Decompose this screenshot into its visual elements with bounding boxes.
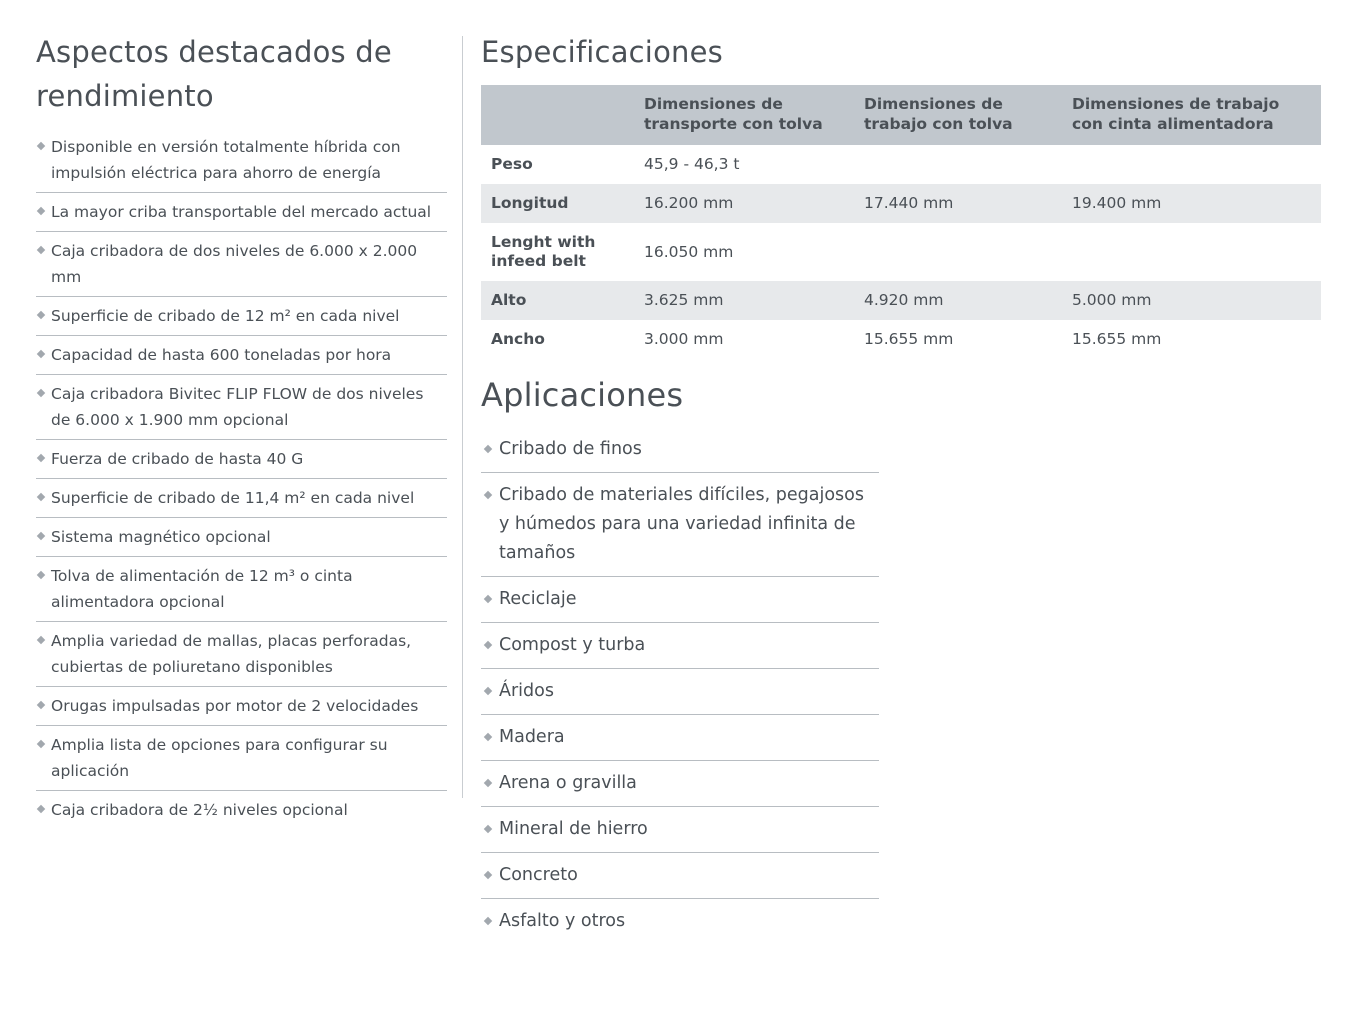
bullet-diamond-icon [37,350,45,358]
header-cell-transport-hopper: Dimensiones de transporte con tolva [634,85,854,145]
list-item [36,440,447,479]
list-item-text: Orugas impulsadas por motor de 2 velocidades [51,697,419,715]
list-item [36,518,447,557]
list-item-text: Cribado de materiales difíciles, pegajosos y húmedos para una variedad infinita de tamaños [499,485,864,563]
list-item [36,232,447,297]
list-item [481,761,879,807]
list-item-text: Mineral de hierro [499,819,648,839]
list-item [481,577,879,623]
list-item-text: Capacidad de hasta 600 toneladas por hora [51,346,392,364]
list-item [36,479,447,518]
bullet-diamond-icon [484,595,492,603]
bullet-diamond-icon [37,246,45,254]
list-item-text: Reciclaje [499,589,577,609]
bullet-diamond-icon [484,687,492,695]
table-cell: 3.625 mm [634,281,854,320]
bullet-diamond-icon [484,825,492,833]
bullet-diamond-icon [484,871,492,879]
bullet-diamond-icon [37,636,45,644]
specs-table [481,85,1321,359]
list-item-text: Compost y turba [499,635,646,655]
list-item [36,193,447,232]
table-cell: 19.400 mm [1062,184,1321,223]
table-cell [1062,223,1321,281]
list-item-text: Madera [499,727,565,747]
list-item [36,791,447,829]
bullet-diamond-icon [37,740,45,748]
table-cell: 16.200 mm [634,184,854,223]
table-cell: 5.000 mm [1062,281,1321,320]
header-cell-working-hopper: Dimensiones de trabajo con tolva [854,85,1062,145]
bullet-diamond-icon [37,311,45,319]
highlights-section [36,30,447,829]
list-item-text: Sistema magnético opcional [51,528,271,546]
list-item-text: Amplia variedad de mallas, placas perforadas, cubiertas de poliuretano disponibles [51,632,412,676]
list-item [481,899,879,944]
table-cell: 15.655 mm [1072,330,1162,348]
table-cell [854,223,1062,281]
specs-section [481,30,1321,944]
list-item [36,375,447,440]
table-cell: 15.655 mm [864,330,954,348]
list-item [481,623,879,669]
bullet-diamond-icon [37,454,45,462]
table-cell: 17.440 mm [854,184,1062,223]
list-item [481,715,879,761]
table-cell: 16.050 mm [644,242,734,261]
header-cell-blank [481,85,634,145]
row-label: Alto [481,281,634,320]
list-item-text: Cribado de finos [499,439,642,459]
list-item [36,726,447,791]
table-cell: 45,9 - 46,3 t [644,155,740,173]
list-item [481,807,879,853]
list-item [36,297,447,336]
list-item-text: Superficie de cribado de 12 m² en cada nivel [51,307,400,325]
bullet-diamond-icon [37,493,45,501]
bullet-diamond-icon [37,701,45,709]
table-row [481,281,1321,320]
table-row [481,223,1321,281]
column-divider [462,36,463,798]
list-item-text: Fuerza de cribado de hasta 40 G [51,450,304,468]
row-label: Longitud [481,184,634,223]
table-cell: 4.920 mm [854,281,1062,320]
list-item [481,427,879,473]
bullet-diamond-icon [37,389,45,397]
bullet-diamond-icon [37,805,45,813]
row-label: Peso [491,155,533,173]
list-item-text: Caja cribadora de 2½ niveles opcional [51,801,348,819]
list-item [36,336,447,375]
list-item-text: Asfalto y otros [499,911,626,931]
bullet-diamond-icon [37,142,45,150]
specs-header-row [481,85,1321,145]
highlights-title: Aspectos destacados de rendimiento [36,35,392,113]
table-row [481,145,1321,184]
list-item-text: Concreto [499,865,578,885]
table-cell [1062,145,1321,184]
list-item-text: Disponible en versión totalmente híbrida con impulsión eléctrica para ahorro de energía [51,138,401,182]
list-item [36,622,447,687]
applications-list [481,427,879,944]
table-row [481,184,1321,223]
bullet-diamond-icon [484,491,492,499]
list-item [481,853,879,899]
list-item [481,473,879,577]
table-cell: 3.000 mm [644,330,724,348]
bullet-diamond-icon [484,641,492,649]
bullet-diamond-icon [37,532,45,540]
list-item-text: Caja cribadora Bivitec FLIP FLOW de dos niveles de 6.000 x 1.900 mm opcional [51,385,424,429]
bullet-diamond-icon [484,733,492,741]
list-item-text: Amplia lista de opciones para configurar su aplicación [51,736,388,780]
highlights-list [36,128,447,829]
applications-title: Aplicaciones [481,376,684,414]
list-item-text: Áridos [499,681,554,701]
header-cell-working-belt: Dimensiones de trabajo con cinta alimentadora [1062,85,1321,145]
list-item [36,557,447,622]
bullet-diamond-icon [484,779,492,787]
row-label: Lenght with infeed belt [491,233,596,270]
bullet-diamond-icon [484,445,492,453]
bullet-diamond-icon [37,571,45,579]
list-item-text: La mayor criba transportable del mercado actual [51,203,432,221]
bullet-diamond-icon [484,917,492,925]
list-item-text: Tolva de alimentación de 12 m³ o cinta alimentadora opcional [51,567,353,611]
bullet-diamond-icon [37,207,45,215]
list-item-text: Arena o gravilla [499,773,637,793]
list-item-text: Superficie de cribado de 11,4 m² en cada nivel [51,489,415,507]
list-item [36,687,447,726]
specs-title: Especificaciones [481,35,723,69]
table-row [481,320,1321,359]
row-label: Ancho [491,330,545,348]
list-item [36,128,447,193]
table-cell [854,145,1062,184]
list-item [481,669,879,715]
list-item-text: Caja cribadora de dos niveles de 6.000 x 2.000 mm [51,242,418,286]
